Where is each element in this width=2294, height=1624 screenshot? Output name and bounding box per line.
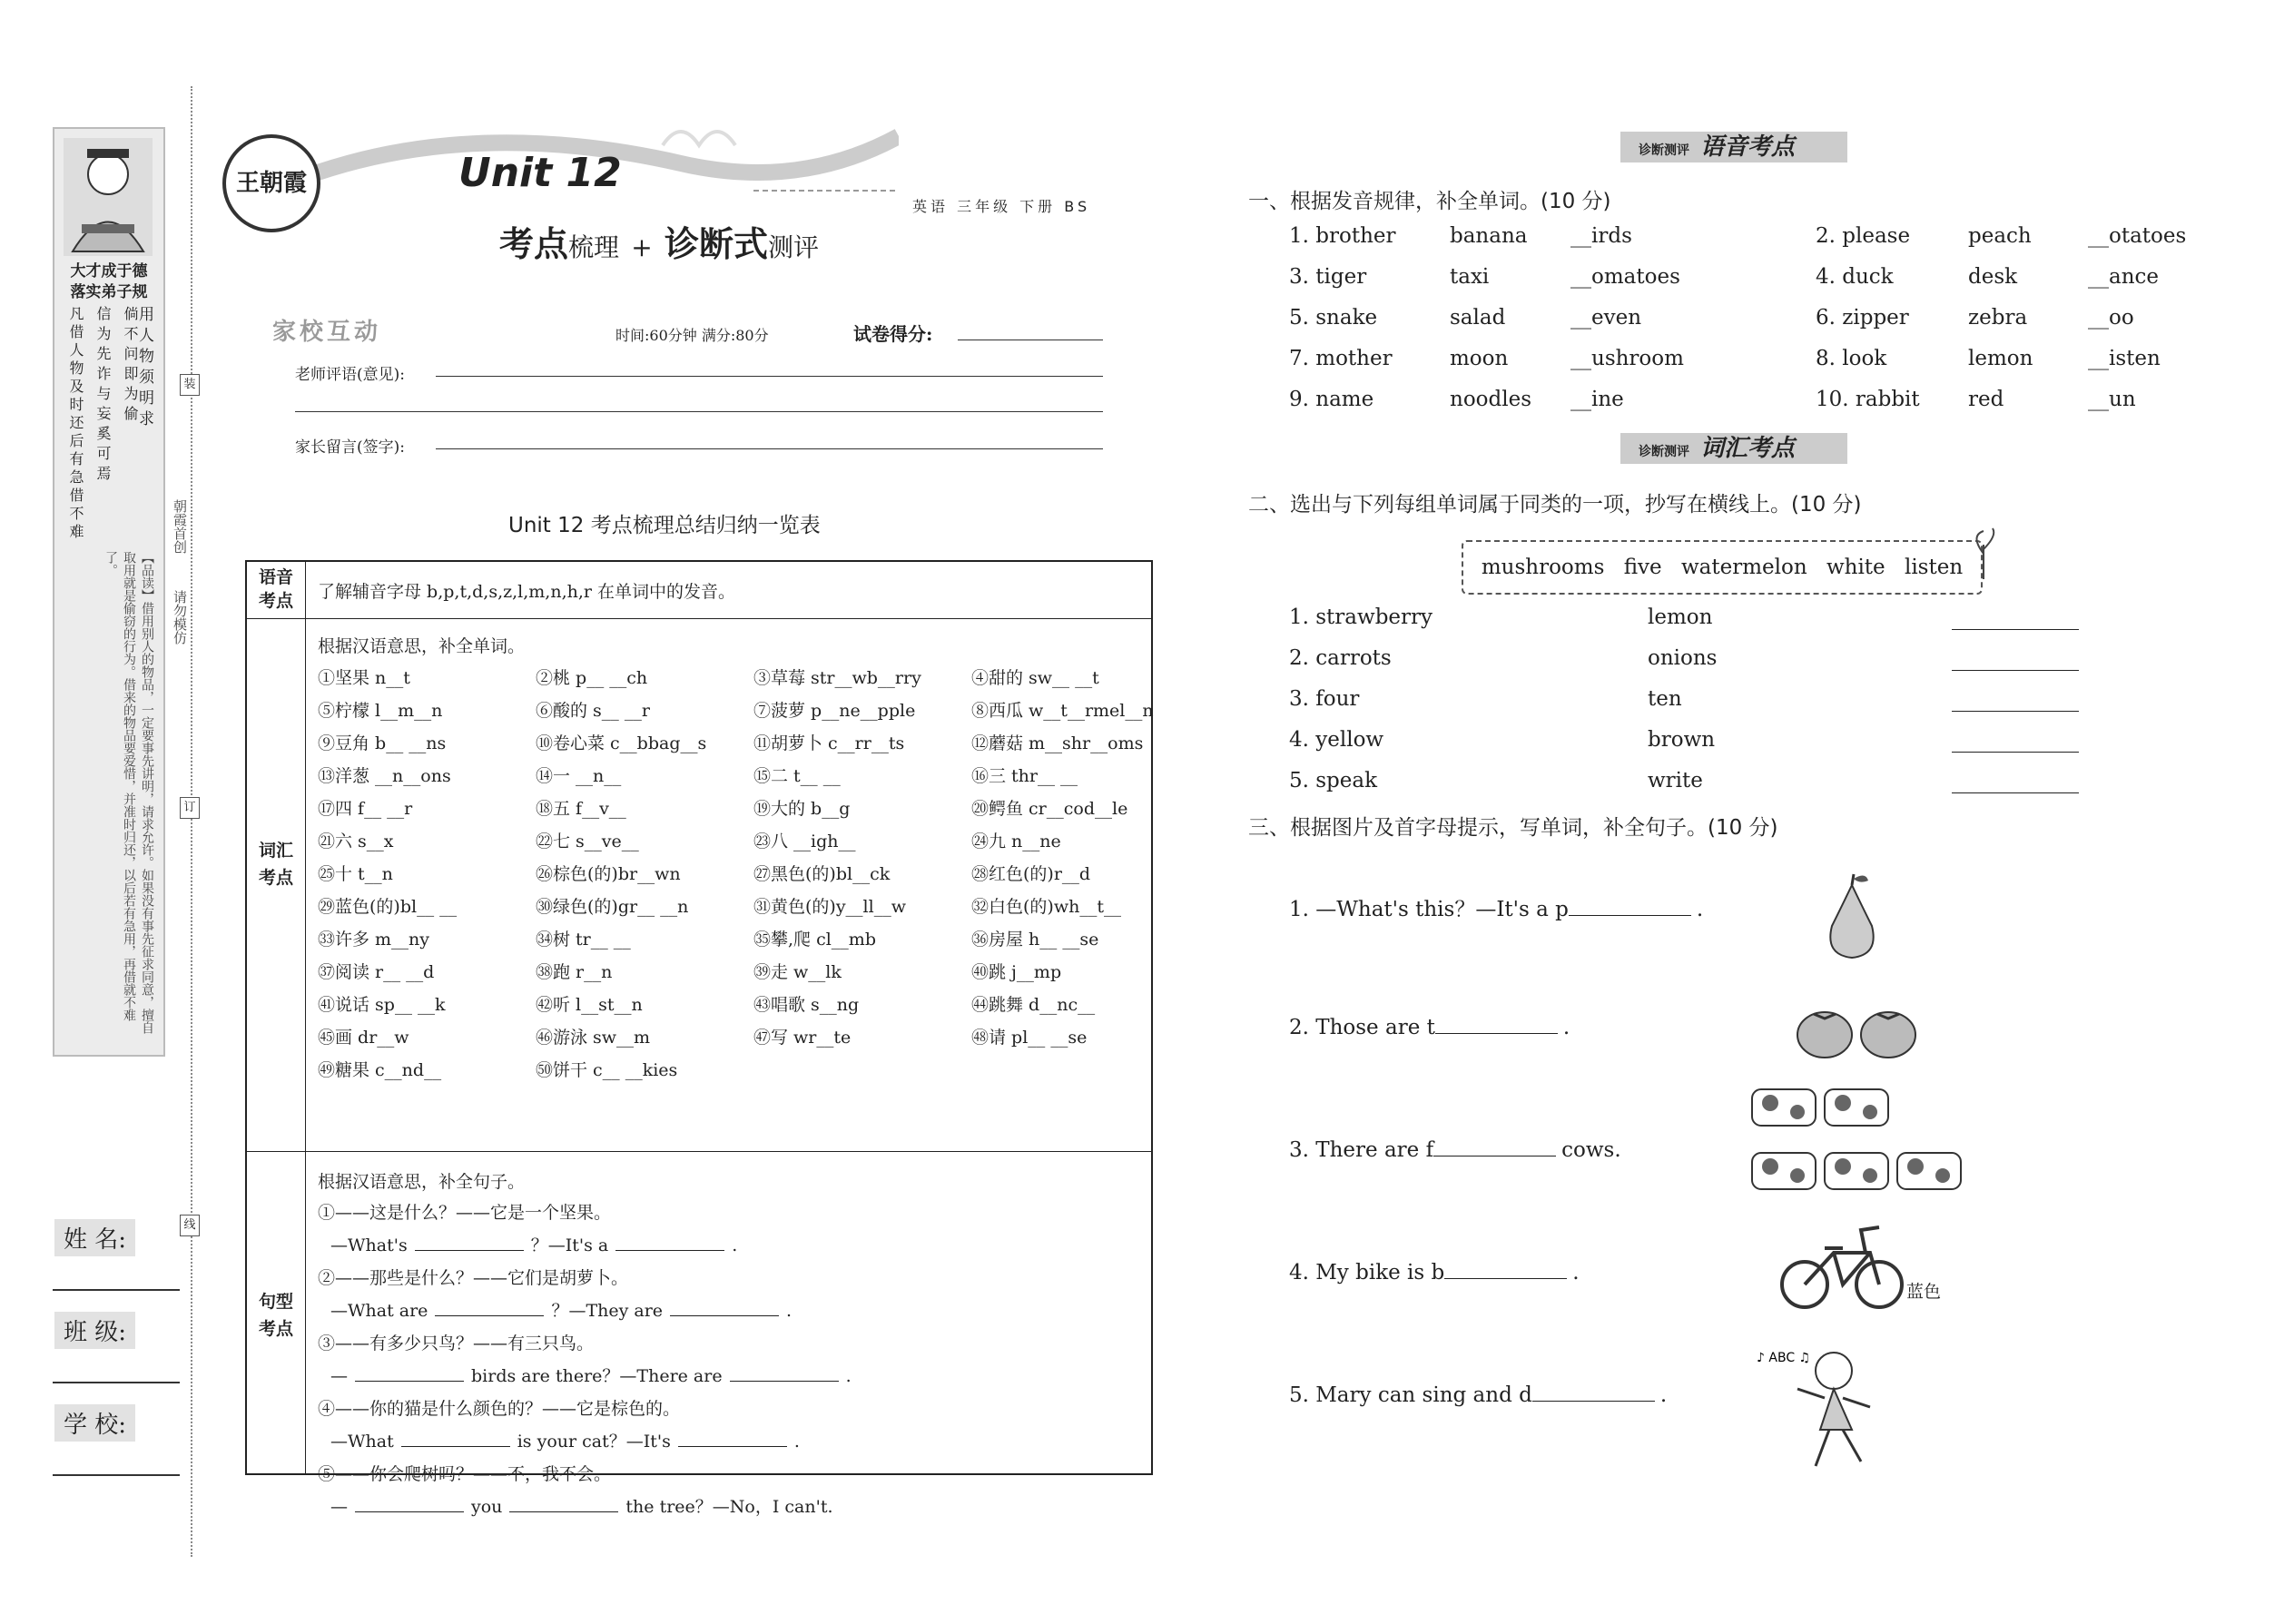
sentence-en bbox=[330, 1363, 852, 1387]
phonics-blank-word[interactable]: __oo bbox=[2088, 306, 2134, 330]
phonics-blank-word[interactable]: __otatoes bbox=[2088, 224, 2187, 248]
classify-word: 3. four bbox=[1289, 687, 1360, 711]
score-label: 试卷得分: bbox=[853, 323, 933, 345]
phonics-blank-word[interactable]: __ushroom bbox=[1570, 347, 1684, 370]
phonics-word: 6. zipper bbox=[1816, 306, 1909, 330]
time-score: 时间:60分钟 满分:80分 bbox=[615, 327, 769, 344]
vocab-item: ㊺画 dr__w bbox=[318, 1028, 409, 1048]
sentence-text: —What bbox=[330, 1432, 394, 1452]
vocab-item: ㊹跳舞 d__nc__ bbox=[971, 995, 1096, 1015]
sentence-en bbox=[330, 1232, 737, 1256]
grade-label: 英语 三年级 下册 BS bbox=[912, 198, 1091, 215]
sentence-text: 4. My bike is b bbox=[1289, 1261, 1445, 1284]
vocab-item: ⑦菠萝 p__ne__pple bbox=[753, 701, 916, 721]
vocab-item: ⑭一 __n__ bbox=[536, 766, 622, 786]
classify-word: brown bbox=[1648, 728, 1716, 752]
phonics-word: 5. snake bbox=[1289, 306, 1378, 330]
vocab-item: ③草莓 str__wb__rry bbox=[753, 668, 921, 688]
cut-mark-3: 线 bbox=[180, 1215, 200, 1236]
sentence-cn: ③——有多少只鸟？——有三只鸟。 bbox=[318, 1334, 595, 1353]
vocab-item: ㊷听 l__st__n bbox=[536, 995, 643, 1015]
sentence-text: you bbox=[471, 1497, 503, 1517]
classify-answer-blank[interactable] bbox=[1952, 629, 2079, 630]
vocab-item: ㉕十 t__n bbox=[318, 864, 393, 884]
classify-word: onions bbox=[1648, 646, 1718, 670]
binding-line bbox=[191, 86, 192, 1557]
vocab-item: ⑫蘑菇 m__shr__oms bbox=[971, 733, 1144, 753]
vocab-intro: 根据汉语意思，补全单词。 bbox=[318, 636, 526, 656]
vocab-item: ㉙蓝色(的)bl__ __ bbox=[318, 897, 458, 917]
answer-blank[interactable] bbox=[1433, 1137, 1556, 1156]
answer-blank[interactable] bbox=[670, 1299, 779, 1316]
logo: 王朝霞 bbox=[222, 134, 320, 232]
side-note-1: 朝霞首创 bbox=[172, 499, 188, 554]
word-bank: mushrooms five watermelon white listen bbox=[1462, 540, 1983, 595]
sentence-text: . bbox=[845, 1366, 852, 1386]
vocab-item: ⑱五 f__v__ bbox=[536, 799, 626, 819]
sentence-cn: ④——你的猫是什么颜色的？——它是棕色的。 bbox=[318, 1399, 681, 1419]
motto-column-1: 用人物须明求 bbox=[135, 306, 153, 431]
scholar-portrait bbox=[64, 138, 153, 256]
vocab-item: ㉟攀,爬 cl__mb bbox=[753, 930, 876, 950]
vocab-item: ㉖棕色(的)br__wn bbox=[536, 864, 681, 884]
school-field[interactable] bbox=[53, 1474, 180, 1476]
sentence-text: ？—It's a bbox=[530, 1235, 609, 1255]
cut-mark-1: 装 bbox=[180, 374, 200, 396]
phonics-blank-word[interactable]: __omatoes bbox=[1570, 265, 1680, 289]
sentence-text: —What are bbox=[330, 1301, 428, 1321]
motto-column-4: 信为先诈与妄奚可焉 bbox=[94, 306, 112, 486]
answer-blank[interactable] bbox=[1444, 1260, 1567, 1279]
vocab-item: ①坚果 n__t bbox=[318, 668, 410, 688]
vocab-item: ㊶说话 sp__ __k bbox=[318, 995, 446, 1015]
pear-icon bbox=[1816, 871, 1888, 962]
classify-word: 2. carrots bbox=[1289, 646, 1392, 670]
vocab-item: ㉚绿色(的)gr__ __n bbox=[536, 897, 689, 917]
subtitle: 考点梳理 + 诊断式测评 bbox=[499, 223, 819, 264]
classify-answer-blank[interactable] bbox=[1952, 752, 2079, 753]
phonics-word: banana bbox=[1450, 224, 1528, 248]
vocab-item: ⑲大的 b__g bbox=[753, 799, 851, 819]
row-separator bbox=[247, 618, 1151, 619]
answer-blank[interactable] bbox=[509, 1495, 618, 1512]
phonics-blank-word[interactable]: __ine bbox=[1570, 388, 1624, 411]
motto-column-5: 倘不问即为偷 bbox=[122, 306, 139, 426]
vocab-item: ㉗黑色(的)bl__ck bbox=[753, 864, 891, 884]
cut-mark-2: 订 bbox=[180, 797, 200, 819]
sprout-icon bbox=[1965, 527, 2002, 581]
sentence-cn: ⑤——你会爬树吗？——不，我不会。 bbox=[318, 1464, 612, 1484]
phonics-word: peach bbox=[1968, 224, 2032, 248]
sentence-en bbox=[330, 1297, 792, 1322]
sentence-text: 1. —What's this？—It's a p bbox=[1289, 898, 1569, 921]
phonics-word: 2. please bbox=[1816, 224, 1911, 248]
vocab-item: ⑰四 f__ __r bbox=[318, 799, 413, 819]
vocab-item: ④甜的 sw__ __t bbox=[971, 668, 1099, 688]
vocab-item: ㊵跳 j__mp bbox=[971, 962, 1062, 982]
sentence-cn: ①——这是什么？——它是一个坚果。 bbox=[318, 1203, 612, 1223]
vocab-item: ⑳鳄鱼 cr__cod__le bbox=[971, 799, 1128, 819]
vocab-item: ㊼写 wr__te bbox=[753, 1028, 852, 1048]
class-label: 班 级: bbox=[54, 1312, 135, 1349]
phonics-head: 语音考点 bbox=[247, 562, 306, 618]
answer-blank[interactable] bbox=[1532, 1383, 1655, 1402]
answer-blank[interactable] bbox=[435, 1299, 544, 1316]
sentence-en bbox=[330, 1428, 800, 1452]
picture-sentence bbox=[1289, 1383, 1667, 1407]
motto-line-1: 大才成于德 bbox=[70, 262, 148, 281]
teacher-comment-label: 老师评语(意见): bbox=[295, 366, 405, 384]
phonics-word: 3. tiger bbox=[1289, 265, 1367, 289]
vocab-item: ㊾糖果 c__nd__ bbox=[318, 1060, 442, 1080]
phonics-word: taxi bbox=[1450, 265, 1490, 289]
phonics-word: desk bbox=[1968, 265, 2018, 289]
vocab-item: ⑩卷心菜 c__bbag__s bbox=[536, 733, 707, 753]
answer-blank[interactable] bbox=[401, 1430, 510, 1447]
answer-blank[interactable] bbox=[678, 1430, 787, 1447]
teacher-comment-line-1[interactable] bbox=[436, 376, 1103, 377]
vocab-item: ②桃 p__ __ch bbox=[536, 668, 648, 688]
name-label: 姓 名: bbox=[54, 1219, 135, 1256]
classify-answer-blank[interactable] bbox=[1952, 792, 2079, 793]
vocab-item: ⑮二 t__ __ bbox=[753, 766, 841, 786]
vocab-item: ⑨豆角 b__ __ns bbox=[318, 733, 447, 753]
vocab-item: ㊸唱歌 s__ng bbox=[753, 995, 860, 1015]
answer-blank[interactable] bbox=[1569, 897, 1691, 916]
classify-word: write bbox=[1648, 769, 1703, 792]
vocab-head: 词汇考点 bbox=[247, 619, 306, 1151]
teacher-comment-line-2[interactable] bbox=[295, 411, 1103, 412]
vocab-item: ㊻游泳 sw__m bbox=[536, 1028, 651, 1048]
unit-title: Unit 12 bbox=[458, 150, 622, 196]
school-label: 学 校: bbox=[54, 1404, 135, 1442]
phonics-blank-word[interactable]: __even bbox=[1570, 306, 1642, 330]
answer-blank[interactable] bbox=[355, 1364, 464, 1382]
sentence-head: 句型考点 bbox=[247, 1152, 306, 1473]
phonics-blank-word[interactable]: __un bbox=[2088, 388, 2136, 411]
classify-word: 4. yellow bbox=[1289, 728, 1384, 752]
vocab-item: ㉘红色(的)r__d bbox=[971, 864, 1091, 884]
parent-comment-label: 家长留言(签字): bbox=[295, 438, 405, 457]
phonics-word: 9. name bbox=[1289, 388, 1374, 411]
phonics-word: red bbox=[1968, 388, 2004, 411]
classify-word: ten bbox=[1648, 687, 1682, 711]
answer-blank[interactable] bbox=[730, 1364, 839, 1382]
reading-note: 【品读】借用别人的物品，一定要事先讲明，请求允许。如果没有事先征求同意，擅自取用就是偷窃的行为。借来的物品要爱惜，并准时归还，以后若有急用，再借就不难了。 bbox=[103, 551, 154, 1034]
phonics-word: 4. duck bbox=[1816, 265, 1894, 289]
vocab-item: ㊽请 pl__ __se bbox=[971, 1028, 1088, 1048]
phonics-blank-word[interactable]: __isten bbox=[2088, 347, 2161, 370]
row-separator bbox=[247, 1151, 1151, 1152]
vocab-item: ⑪胡萝卜 c__rr__ts bbox=[753, 733, 905, 753]
sentence-text: . bbox=[793, 1432, 800, 1452]
vocab-item: ⑬洋葱 __n__ons bbox=[318, 766, 451, 786]
phonics-word: 10. rabbit bbox=[1816, 388, 1920, 411]
vocab-item: ㉒七 s__ve__ bbox=[536, 832, 639, 851]
sentence-text: birds are there？—There are bbox=[471, 1366, 723, 1386]
phonics-blank-word[interactable]: __ance bbox=[2088, 265, 2160, 289]
vocab-item: ⑤柠檬 l__m__n bbox=[318, 701, 443, 721]
phonics-text: 了解辅音字母 b,p,t,d,s,z,l,m,n,h,r 在单词中的发音。 bbox=[318, 582, 736, 602]
sentence-text: . bbox=[786, 1301, 793, 1321]
classify-answer-blank[interactable] bbox=[1952, 711, 2079, 712]
classify-answer-blank[interactable] bbox=[1952, 670, 2079, 671]
sentence-intro: 根据汉语意思，补全句子。 bbox=[318, 1172, 526, 1192]
bike-icon bbox=[1779, 1216, 1906, 1316]
side-note-2: 请勿模仿 bbox=[172, 590, 188, 645]
classify-word: 5. speak bbox=[1289, 769, 1378, 792]
sentence-text: 3. There are f bbox=[1289, 1138, 1434, 1162]
vocab-item: ㉝许多 m__ny bbox=[318, 930, 430, 950]
vocab-item: ㉔九 n__ne bbox=[971, 832, 1061, 851]
vocab-item: ㊳跑 r__n bbox=[536, 962, 613, 982]
phonics-word: noodles bbox=[1450, 388, 1532, 411]
section-1-title: 一、根据发音规律，补全单词。(10 分) bbox=[1248, 190, 1611, 213]
sentence-text: 2. Those are t bbox=[1289, 1016, 1435, 1039]
tomatoes-icon bbox=[1788, 999, 1925, 1062]
svg-text:♪ ABC ♫: ♪ ABC ♫ bbox=[1757, 1351, 1811, 1365]
name-field[interactable] bbox=[53, 1289, 180, 1291]
picture-sentence bbox=[1289, 892, 1703, 922]
diag-label-vocab: 诊断测评 词汇考点 bbox=[1620, 433, 1847, 464]
picture-sentence bbox=[1289, 1137, 1621, 1162]
home-school-label: 家校互动 bbox=[272, 319, 382, 346]
vocab-item: ㊲阅读 r__ __d bbox=[318, 962, 435, 982]
sentence-text: . bbox=[1562, 1016, 1570, 1039]
sentence-text: ？—They are bbox=[551, 1301, 664, 1321]
vocab-item: ㉜白色(的)wh__t__ bbox=[971, 897, 1121, 917]
picture-sentence bbox=[1289, 1260, 1580, 1284]
parent-comment-line[interactable] bbox=[436, 448, 1103, 449]
vocab-item: ㊴走 w__lk bbox=[753, 962, 842, 982]
sentence-cn: ②——那些是什么？——它们是胡萝卜。 bbox=[318, 1268, 629, 1288]
vocab-item: ㊿饼干 c__ __kies bbox=[536, 1060, 678, 1080]
summary-title: Unit 12 考点梳理总结归纳一览表 bbox=[508, 514, 821, 537]
sentence-text: . bbox=[732, 1235, 738, 1255]
vocab-item: ㉛黄色(的)y__ll__w bbox=[753, 897, 906, 917]
diag-label-phonics: 诊断测评 语音考点 bbox=[1620, 132, 1847, 162]
phonics-word: moon bbox=[1450, 347, 1509, 370]
motto-column-3: 凡借人物及时还后有急借不难 bbox=[67, 306, 84, 542]
class-field[interactable] bbox=[53, 1382, 180, 1383]
vocab-item: ㉑六 s__x bbox=[318, 832, 394, 851]
phonics-word: zebra bbox=[1968, 306, 2028, 330]
vocab-item: ⑥酸的 s__ __r bbox=[536, 701, 650, 721]
cows-icon bbox=[1748, 1085, 1984, 1203]
phonics-word: 7. mother bbox=[1289, 347, 1393, 370]
sentence-text: cows. bbox=[1561, 1138, 1621, 1162]
phonics-word: salad bbox=[1450, 306, 1506, 330]
section-3-title: 三、根据图片及首字母提示，写单词，补全句子。(10 分) bbox=[1248, 816, 1778, 840]
answer-blank[interactable] bbox=[1435, 1015, 1558, 1034]
sentence-text: 5. Mary can sing and d bbox=[1289, 1383, 1532, 1407]
sentence-text: is your cat？—It's bbox=[517, 1432, 671, 1452]
sentence-text: —What's bbox=[330, 1235, 408, 1255]
dancing-girl-icon bbox=[1752, 1343, 1906, 1480]
phonics-blank-word[interactable]: __irds bbox=[1570, 224, 1632, 248]
vocab-item: ㉞树 tr__ __ bbox=[536, 930, 631, 950]
sentence-text: . bbox=[1659, 1383, 1668, 1407]
sentence-text: the tree？—No，I can't. bbox=[625, 1497, 833, 1517]
answer-blank[interactable] bbox=[415, 1234, 524, 1251]
motto-line-2: 落实弟子规 bbox=[70, 283, 148, 301]
section-2-title: 二、选出与下列每组单词属于同类的一项，抄写在横线上。(10 分) bbox=[1248, 493, 1862, 517]
vocab-item: ㊱房屋 h__ __se bbox=[971, 930, 1099, 950]
vocab-item: ⑯三 thr__ __ bbox=[971, 766, 1078, 786]
phonics-word: lemon bbox=[1968, 347, 2033, 370]
answer-blank[interactable] bbox=[355, 1495, 464, 1512]
classify-word: lemon bbox=[1648, 605, 1713, 629]
answer-blank[interactable] bbox=[615, 1234, 724, 1251]
sentence-text: . bbox=[1696, 898, 1704, 921]
classify-word: 1. strawberry bbox=[1289, 605, 1433, 629]
sentence-en bbox=[330, 1493, 833, 1518]
summary-table bbox=[245, 560, 1154, 1517]
sentence-text: — bbox=[330, 1497, 348, 1517]
picture-sentence bbox=[1289, 1015, 1570, 1039]
motto-panel bbox=[53, 127, 165, 1057]
vocab-item: ㉓八 __igh__ bbox=[753, 832, 856, 851]
phonics-word: 1. brother bbox=[1289, 224, 1396, 248]
bike-color-note: 蓝色 bbox=[1906, 1282, 1942, 1302]
vocab-item: ⑧西瓜 w__t__rmel__n bbox=[971, 701, 1154, 721]
phonics-word: 8. look bbox=[1816, 347, 1887, 370]
sentence-text: — bbox=[330, 1366, 348, 1386]
sentence-text: . bbox=[1572, 1261, 1580, 1284]
